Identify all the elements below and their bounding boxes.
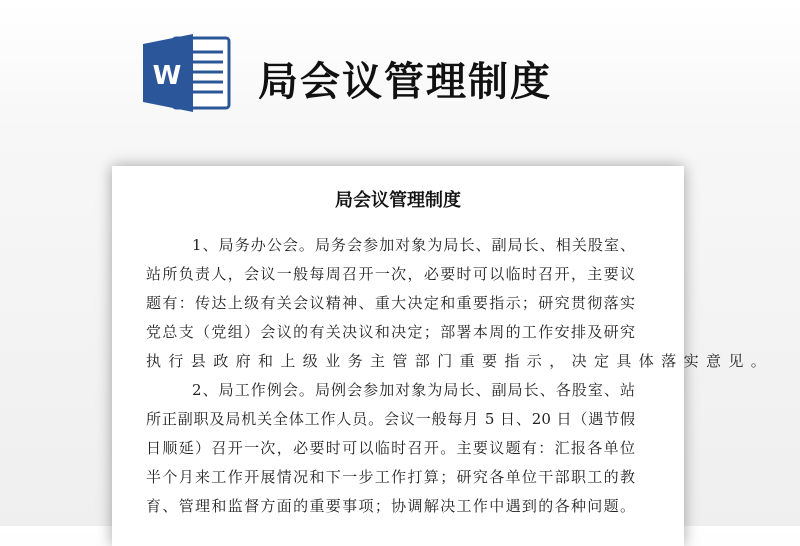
paragraph-line: 日顺延）召开一次，必要时可以临时召开。主要议题有：汇报各单位 [146, 439, 635, 457]
paragraph-line: 站所负责人，会议一般每周召开一次，必要时可以临时召开，主要议 [146, 265, 635, 283]
paragraph-line: 执行县政府和上级业务主管部门重要指示，决定具体落实意见。 [146, 352, 774, 370]
paragraph-line: 所正副职及局机关全体工作人员。会议一般每月 5 日、20 日（遇节假 [146, 410, 635, 428]
paragraph-line: 半个月来工作开展情况和下一步工作打算；研究各单位干部职工的教 [146, 468, 635, 486]
svg-text:W: W [152, 61, 182, 91]
paragraph-line: 题有：传达上级有关会议精神、重大决定和重要指示；研究贯彻落实 [146, 294, 635, 312]
paragraph-line: 育、管理和监督方面的重要事项；协调解决工作中遇到的各种问题。 [146, 497, 635, 515]
document-title: 局会议管理制度 [335, 190, 461, 211]
paragraph-line: 1、局务办公会。局务会参加对象为局长、副局长、相关股室、 [192, 236, 635, 254]
document-page [112, 166, 774, 546]
paragraph-line: 2、局工作例会。局例会参加对象为局长、副局长、各股室、站 [192, 381, 635, 399]
word-icon [143, 34, 231, 112]
banner-title: 局会议管理制度 [258, 59, 552, 105]
paragraph-line: 党总支（党组）会议的有关决议和决定；部署本周的工作安排及研究 [146, 323, 635, 341]
